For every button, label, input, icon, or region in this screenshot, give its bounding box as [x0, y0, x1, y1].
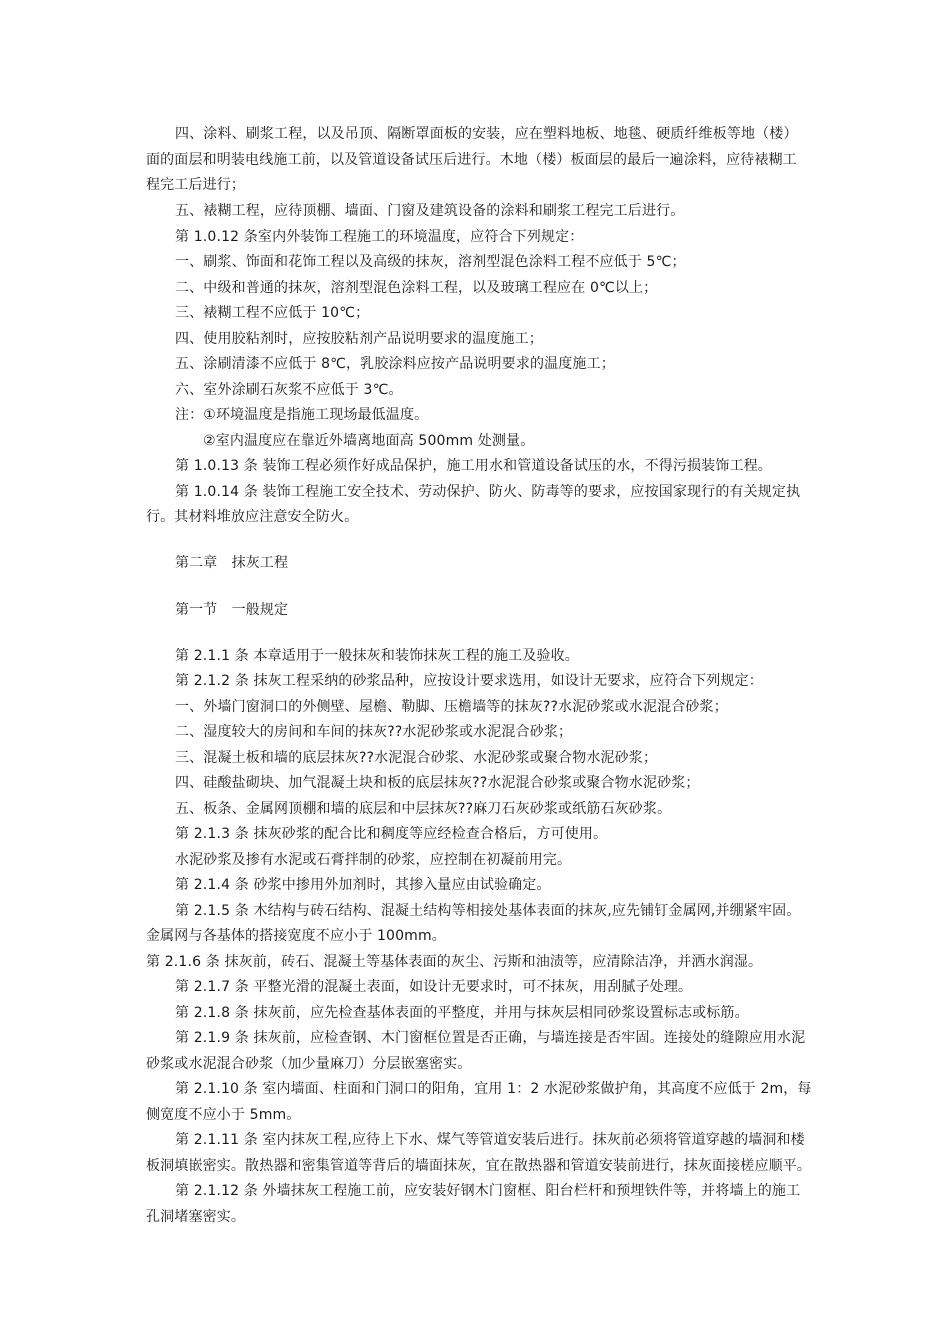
note-line: 注：①环境温度是指施工现场最低温度。: [175, 407, 429, 423]
clause-line: 第 2.1.5 条 木结构与砖石结构、混凝土结构等相接处基体表面的抹灰,应先铺钉金属网,并绷紧牢固。: [175, 903, 801, 919]
chapter-heading: 第二章 抹灰工程: [175, 555, 289, 571]
list-item: 三、裱糊工程不应低于 10℃；: [175, 305, 370, 321]
list-item: 二、中级和普通的抹灰，溶剂型混色涂料工程，以及玻璃工程应在 0℃以上；: [175, 280, 658, 296]
clause-line: 第 2.1.11 条 室内抹灰工程,应待上下水、煤气等管道安装后进行。抹灰前必须将管道穿越的墙洞和楼: [175, 1132, 805, 1148]
list-item: 一、刷浆、饰面和花饰工程以及高级的抹灰，溶剂型混色涂料工程不应低于 5℃；: [175, 254, 686, 270]
clause-line: 第 2.1.4 条 砂浆中掺用外加剂时，其掺入量应由试验确定。: [175, 877, 551, 893]
clause-line: 第 2.1.3 条 抹灰砂浆的配合比和稠度等应经检查合格后，方可使用。: [175, 826, 608, 842]
paragraph-line: 五、裱糊工程，应待顶棚、墙面、门窗及建筑设备的涂料和刷浆工程完工后进行。: [175, 203, 685, 219]
paragraph-line: 侧宽度不应小于 5mm。: [146, 1107, 301, 1123]
clause-line: 第 1.0.12 条室内外装饰工程施工的环境温度，应符合下列规定：: [175, 229, 584, 245]
clause-line: 第 2.1.2 条 抹灰工程采纳的砂浆品种，应按设计要求选用，如设计无要求，应符合下列规定：: [175, 673, 763, 689]
note-line: ②室内温度应在靠近外墙离地面高 500mm 处测量。: [203, 433, 535, 449]
list-item: 四、使用胶粘剂时，应按胶粘剂产品说明要求的温度施工；: [175, 331, 543, 347]
list-item: 三、混凝土板和墙的底层抹灰??水泥混合砂浆、水泥砂浆或聚合物水泥砂浆；: [175, 750, 658, 766]
clause-line: 第 1.0.13 条 装饰工程必须作好成品保护，施工用水和管道设备试压的水，不得污损装饰工程。: [175, 458, 772, 474]
paragraph-line: 孔洞堵塞密实。: [146, 1209, 246, 1225]
clause-line: 第 2.1.8 条 抹灰前，应先检查基体表面的平整度，并用与抹灰层相同砂浆设置标志或标筋。: [175, 1005, 749, 1021]
paragraph-line: 面的面层和明装电线施工前，以及管道设备试压后进行。木地（楼）板面层的最后一遍涂料，应待裱糊工: [146, 152, 797, 168]
clause-line: 第 2.1.9 条 抹灰前，应检查钢、木门窗框位置是否正确，与墙连接是否牢固。连接处的缝隙应用水泥: [175, 1030, 806, 1046]
clause-line: 第 2.1.7 条 平整光滑的混凝土表面，如设计无要求时，可不抹灰，用刮腻子处理。: [175, 979, 693, 995]
clause-line: 第 2.1.12 条 外墙抹灰工程施工前，应安装好钢木门窗框、阳台栏杆和预埋铁件等，并将墙上的施工: [175, 1183, 801, 1199]
list-item: 五、涂刷清漆不应低于 8℃，乳胶涂料应按产品说明要求的温度施工；: [175, 356, 615, 372]
list-item: 六、室外涂刷石灰浆不应低于 3℃。: [175, 382, 403, 398]
paragraph-line: 砂浆或水泥混合砂浆（加少量麻刀）分层嵌塞密实。: [146, 1056, 472, 1072]
list-item: 二、湿度较大的房间和车间的抹灰??水泥砂浆或水泥混合砂浆；: [175, 724, 573, 740]
list-item: 一、外墙门窗洞口的外侧壁、屋檐、勒脚、压檐墙等的抹灰??水泥砂浆或水泥混合砂浆；: [175, 699, 728, 715]
list-item: 五、板条、金属网顶棚和墙的底层和中层抹灰??麻刀石灰砂浆或纸筋石灰砂浆。: [175, 801, 672, 817]
paragraph-line: 水泥砂浆及掺有水泥或石膏拌制的砂浆，应控制在初凝前用完。: [175, 852, 572, 868]
clause-line: 第 2.1.6 条 抹灰前，砖石、混凝土等基体表面的灰尘、污斯和油渍等，应清除洁净，并洒水润湿。: [146, 954, 763, 970]
clause-line: 第 2.1.10 条 室内墙面、柱面和门洞口的阳角，宜用 1：2 水泥砂浆做护角，其高度不应低于 2m，每: [175, 1081, 812, 1097]
clause-line: 第 2.1.1 条 本章适用于一般抹灰和装饰抹灰工程的施工及验收。: [175, 648, 579, 664]
paragraph-line: 板洞填嵌密实。散热器和密集管道等背后的墙面抹灰，宜在散热器和管道安装前进行，抹灰面接槎应顺平。: [146, 1158, 812, 1174]
paragraph-line: 行。其材料堆放应注意安全防火。: [146, 509, 359, 525]
section-heading: 第一节 一般规定: [175, 602, 289, 618]
paragraph-line: 四、涂料、刷浆工程，以及吊顶、隔断罩面板的安装，应在塑料地板、地毯、硬质纤维板等地（楼）: [175, 126, 798, 142]
paragraph-line: 程完工后进行；: [146, 177, 246, 193]
list-item: 四、硅酸盐砌块、加气混凝土块和板的底层抹灰??水泥混合砂浆或聚合物水泥砂浆；: [175, 775, 700, 791]
clause-line: 第 1.0.14 条 装饰工程施工安全技术、劳动保护、防火、防毒等的要求，应按国家现行的有关规定执: [175, 484, 801, 500]
paragraph-line: 金属网与各基体的搭接宽度不应小于 100mm。: [146, 928, 446, 944]
